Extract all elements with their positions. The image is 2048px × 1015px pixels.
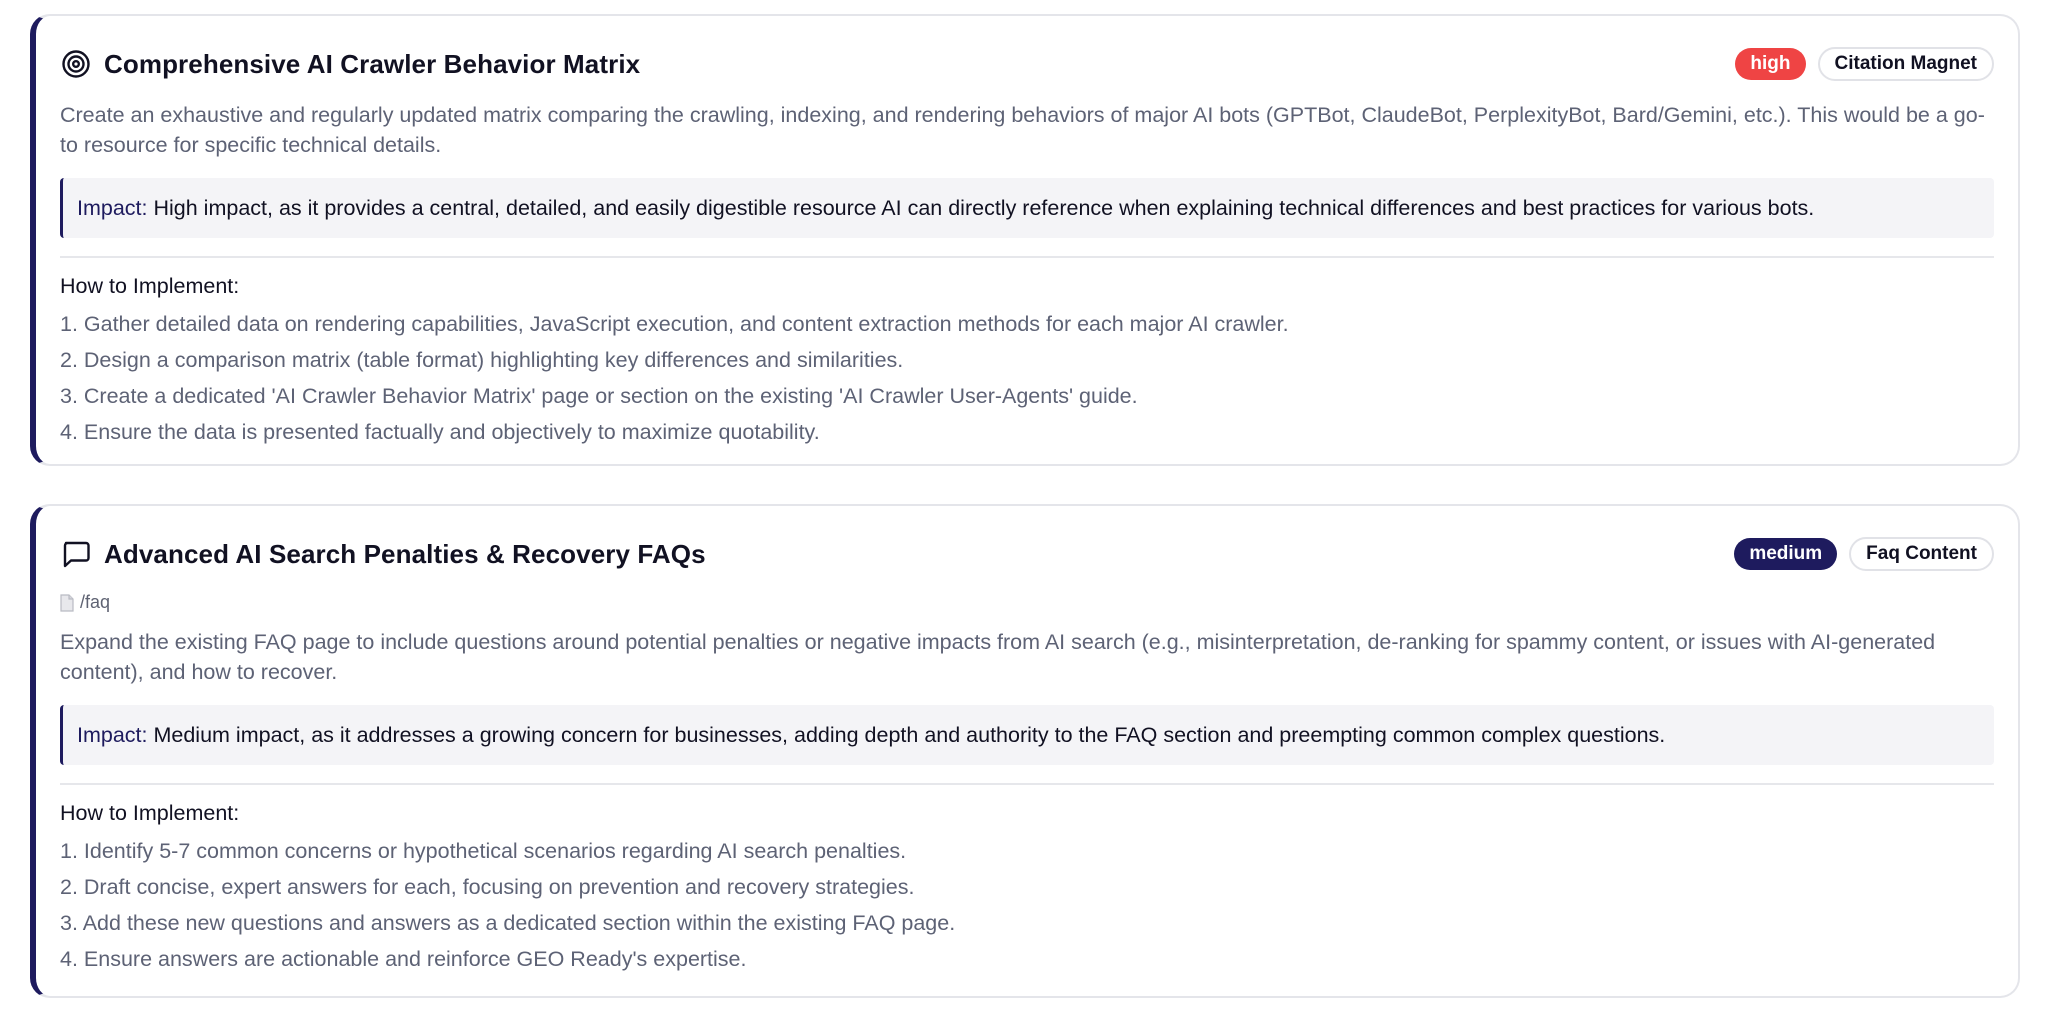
type-badge: Faq Content: [1849, 537, 1994, 571]
badge-group: [1722, 537, 1994, 571]
step-item: 3. Add these new questions and answers as a dedicated section within the existing FAQ page.: [60, 911, 956, 935]
card-description: Create an exhaustive and regularly updated matrix comparing the crawling, indexing, and rendering behaviors of major AI bots (GPTBot, ClaudeBot, PerplexityBot, Bard/Gemini, etc.). This would be a go-to resource for specific technical details.: [60, 103, 1985, 157]
how-to-implement-heading: How to Implement:: [60, 274, 240, 298]
card-header: [60, 534, 1994, 574]
card-header: [60, 44, 1994, 84]
badge-group: [1723, 47, 1994, 81]
chat-bubble-icon: [60, 538, 92, 570]
step-item: 3. Create a dedicated 'AI Crawler Behavior Matrix' page or section on the existing 'AI Crawler User-Agents' guide.: [60, 384, 1138, 408]
step-item: 4. Ensure answers are actionable and reinforce GEO Ready's expertise.: [60, 947, 747, 971]
target-icon: [60, 48, 92, 80]
priority-badge: high: [1735, 48, 1805, 80]
step-item: 1. Gather detailed data on rendering capabilities, JavaScript execution, and content extraction methods for each major AI crawler.: [60, 312, 1289, 336]
implementation-steps: [60, 833, 1994, 977]
priority-badge: medium: [1734, 538, 1837, 570]
impact-label: Impact:: [77, 723, 148, 747]
step-item: 4. Ensure the data is presented factually and objectively to maximize quotability.: [60, 420, 820, 444]
divider: [60, 783, 1994, 785]
impact-text: High impact, as it provides a central, detailed, and easily digestible resource AI can directly reference when explaining technical differences and best practices for various bots.: [153, 196, 1815, 220]
impact-text: Medium impact, as it addresses a growing concern for businesses, adding depth and authority to the FAQ section and preempting common complex questions.: [153, 723, 1666, 747]
card-description: Expand the existing FAQ page to include questions around potential penalties or negative impacts from AI search (e.g., misinterpretation, de-ranking for spammy content, or issues with AI-generated content), and how to recover.: [60, 630, 1936, 684]
impact-box: [60, 178, 1994, 238]
card-title-wrap: [60, 538, 706, 570]
card-title: Comprehensive AI Crawler Behavior Matrix: [104, 48, 641, 79]
impact-box: [60, 705, 1994, 765]
type-badge: Citation Magnet: [1818, 47, 1995, 81]
page-path: [60, 592, 1994, 613]
card-title: Advanced AI Search Penalties & Recovery FAQs: [104, 538, 706, 569]
how-to-implement-heading: How to Implement:: [60, 801, 240, 825]
page-path-text: /faq: [80, 592, 111, 612]
implementation-steps: [60, 306, 1994, 450]
impact-label: Impact:: [77, 196, 148, 220]
card-title-wrap: [60, 48, 640, 80]
divider: [60, 256, 1994, 258]
recommendation-card: [30, 14, 2020, 466]
step-item: 2. Draft concise, expert answers for each, focusing on prevention and recovery strategies.: [60, 875, 915, 899]
document-icon: [60, 594, 74, 612]
step-item: 1. Identify 5-7 common concerns or hypothetical scenarios regarding AI search penalties.: [60, 839, 907, 863]
step-item: 2. Design a comparison matrix (table format) highlighting key differences and similarities.: [60, 348, 904, 372]
recommendation-card: [30, 504, 2020, 998]
